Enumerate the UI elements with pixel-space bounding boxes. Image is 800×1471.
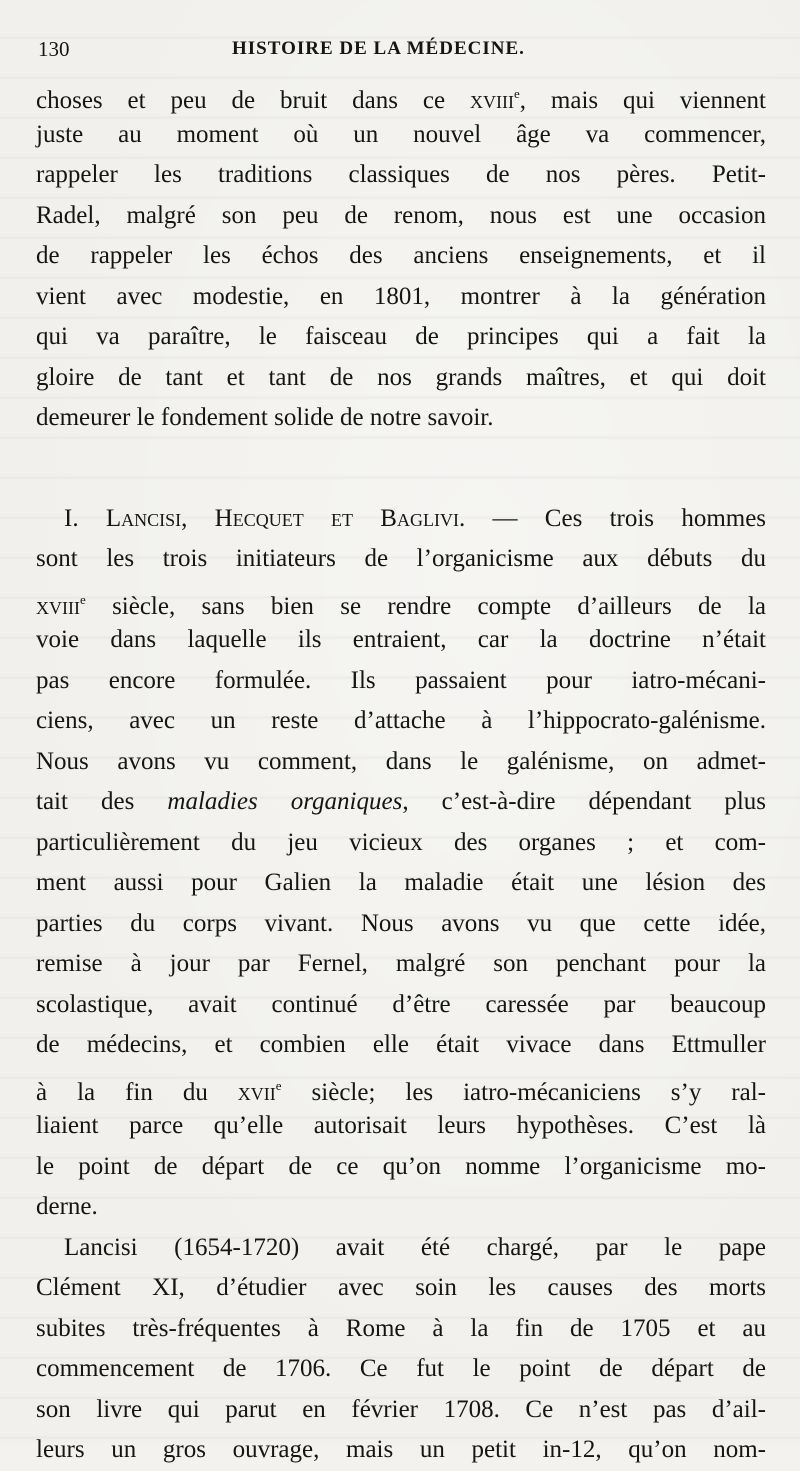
text-line: le point de départ de ce qu’on nomme l’organicisme mo- <box>36 1152 766 1180</box>
section-heading-line: I. Lancisi, Hecquet et Baglivi. — Ces trois hommes <box>64 504 767 532</box>
text-line: particulièrement du jeu vicieux des organes ; et com- <box>36 828 766 856</box>
text-line: choses et peu de bruit dans ce xviii$^e$, mais qui viennent <box>36 86 766 114</box>
running-title: HISTOIRE DE LA MÉDECINE. <box>232 38 525 59</box>
text-line: ment aussi pour Galien la maladie était une lésion des <box>36 869 766 896</box>
text-line: pas encore formulée. Ils passaient pour iatro-mécani- <box>36 666 766 694</box>
text-line: Nous avons vu comment, dans le galénisme, on admet- <box>36 747 766 775</box>
text-line: de médecins, et combien elle était vivace dans Ettmuller <box>36 1031 766 1058</box>
text-line: rappeler les traditions classiques de nos pères. Petit- <box>36 161 766 188</box>
text-line: Lancisi (1654-1720) avait été chargé, par le pape <box>64 1233 766 1261</box>
text-line: qui va paraître, le faisceau de principes qui a fait la <box>36 323 766 350</box>
text-line: Clément XI, d’étudier avec soin les causes des morts <box>36 1274 766 1301</box>
page-number: 130 <box>38 37 70 61</box>
text-line: juste au moment où un nouvel âge va commencer, <box>36 120 766 148</box>
text-line: voie dans laquelle ils entraient, car la doctrine n’était <box>36 626 766 653</box>
text-line: xviii$^e$ siècle, sans bien se rendre compte d’ailleurs de la <box>36 591 766 620</box>
text-line: ciens, avec un reste d’attache à l’hippocrato-galénisme. <box>36 707 766 734</box>
body-text <box>36 74 766 1471</box>
section-title: Lancisi, Hecquet et Baglivi. <box>105 504 466 532</box>
text-line: scolastique, avait continué d’être caressée par beaucoup <box>36 990 766 1018</box>
text-line: leurs un gros ouvrage, mais un petit in-12, qu’on nom- <box>36 1436 766 1463</box>
text-line: demeurer le fondement solide de notre savoir. <box>36 404 494 431</box>
text-line: subites très-fréquentes à Rome à la fin de 1705 et au <box>36 1314 766 1342</box>
text-line: derne. <box>36 1193 98 1220</box>
text-line: parties du corps vivant. Nous avons vu que cette idée, <box>36 909 766 937</box>
text-line: à la fin du xvii$^e$ siècle; les iatro-mécaniciens s’y ral- <box>36 1077 766 1106</box>
text-line: Radel, malgré son peu de renom, nous est une occasion <box>36 201 766 229</box>
section-gap <box>36 439 766 499</box>
text-line: remise à jour par Fernel, malgré son penchant pour la <box>36 950 766 977</box>
text-line: gloire de tant et tant de nos grands maîtres, et qui doit <box>36 363 766 391</box>
text-line: liaient parce qu’elle autorisait leurs hypothèses. C’est là <box>36 1112 766 1139</box>
section-dash: — <box>492 504 518 532</box>
text-line: commencement de 1706. Ce fut le point de départ de <box>36 1355 766 1382</box>
section-number: I. <box>64 504 79 532</box>
text-line: vient avec modestie, en 1801, montrer à la génération <box>36 282 766 310</box>
text-line: son livre qui parut en février 1708. Ce n’est pas d’ail- <box>36 1395 766 1423</box>
running-head <box>38 34 558 64</box>
text-line: sont les trois initiateurs de l’organicisme aux débuts du <box>36 545 766 572</box>
text-line: tait des maladies organiques, c’est-à-dire dépendant plus <box>36 788 767 815</box>
text-line: de rappeler les échos des anciens enseignements, et il <box>36 242 766 269</box>
italic-term: maladies organiques <box>167 788 403 815</box>
